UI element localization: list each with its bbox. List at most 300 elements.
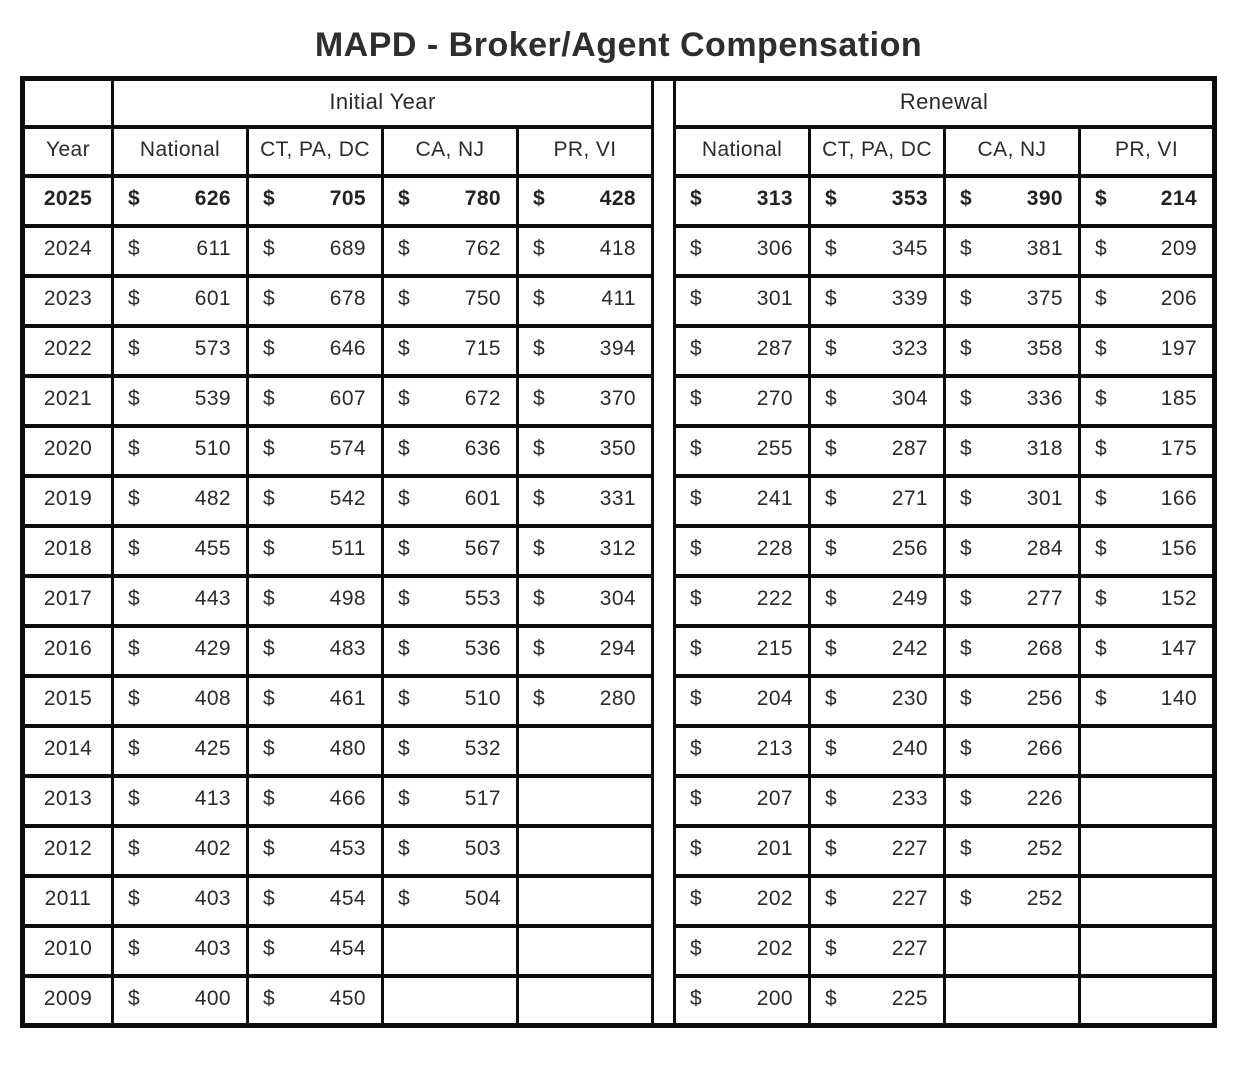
currency-symbol: $: [128, 586, 141, 610]
money-value: [519, 536, 651, 562]
compensation-table: [20, 76, 1217, 1028]
currency-symbol: $: [825, 186, 838, 210]
amount: 201: [756, 836, 794, 860]
currency-symbol: $: [128, 986, 141, 1010]
money-value: [519, 486, 651, 512]
money-value: [519, 236, 651, 262]
amount: 301: [756, 286, 794, 310]
year-cell: [23, 526, 113, 576]
currency-symbol: $: [128, 786, 141, 810]
money-value: [1081, 686, 1212, 712]
table-row: [23, 476, 1215, 526]
initial_year-amount-cell: [383, 176, 518, 226]
currency-symbol: $: [263, 786, 276, 810]
amount: 411: [601, 286, 637, 310]
amount: 480: [329, 736, 366, 760]
currency-symbol: $: [263, 536, 276, 560]
renewal-amount-cell: [1080, 226, 1215, 276]
currency-symbol: $: [533, 386, 546, 410]
money-value: [811, 336, 943, 362]
renewal-amount-cell: [810, 876, 945, 926]
amount: 450: [329, 986, 366, 1010]
amount: 375: [1026, 286, 1064, 310]
amount: 510: [194, 436, 231, 460]
amount: 230: [891, 686, 929, 710]
amount: 394: [599, 336, 637, 360]
table-row: [23, 876, 1215, 926]
amount: 252: [1026, 886, 1064, 910]
money-value: [384, 586, 516, 612]
year-value: 2011: [44, 886, 92, 910]
money-value: [946, 886, 1078, 912]
currency-symbol: $: [128, 186, 141, 210]
currency-symbol: $: [1095, 386, 1108, 410]
amount: 353: [891, 186, 929, 210]
money-value: [114, 286, 246, 312]
money-value: [249, 236, 381, 262]
initial_year-amount-cell: [113, 276, 248, 326]
table-row: [23, 726, 1215, 776]
amount: 256: [891, 536, 929, 560]
renewal-amount-cell: [945, 426, 1080, 476]
initial_year-amount-cell: [248, 326, 383, 376]
amount: 636: [464, 436, 501, 460]
money-value: [384, 736, 516, 762]
initial_year-amount-cell: [383, 376, 518, 426]
currency-symbol: $: [128, 486, 141, 510]
money-value: [249, 686, 381, 712]
money-value: [519, 636, 651, 662]
initial_year-amount-cell: [383, 876, 518, 926]
money-value: [946, 386, 1078, 412]
currency-symbol: $: [690, 436, 703, 460]
renewal-ca-nj-header: CA, NJ: [945, 127, 1080, 176]
currency-symbol: $: [1095, 336, 1108, 360]
money-value: [114, 186, 246, 212]
initial_year-amount-cell: [248, 226, 383, 276]
money-value: [249, 336, 381, 362]
amount: 227: [891, 836, 929, 860]
money-value: [676, 786, 808, 812]
currency-symbol: $: [960, 836, 973, 860]
currency-symbol: $: [960, 686, 973, 710]
initial_year-amount-cell: [113, 326, 248, 376]
amount: 454: [329, 886, 366, 910]
initial_year-amount-cell: [383, 726, 518, 776]
amount: 403: [194, 936, 231, 960]
money-value: [946, 686, 1078, 712]
currency-symbol: $: [1095, 286, 1108, 310]
currency-symbol: $: [263, 186, 276, 210]
renewal-amount-cell: [1080, 826, 1215, 876]
currency-symbol: $: [960, 536, 973, 560]
amount: 750: [464, 286, 501, 310]
currency-symbol: $: [1095, 586, 1108, 610]
renewal-amount-cell: [1080, 776, 1215, 826]
initial_year-amount-cell: [248, 176, 383, 226]
currency-symbol: $: [825, 336, 838, 360]
currency-symbol: $: [960, 886, 973, 910]
amount: 242: [891, 636, 929, 660]
renewal-amount-cell: [675, 976, 810, 1026]
currency-symbol: $: [398, 736, 411, 760]
money-value: [676, 286, 808, 312]
money-value: [676, 186, 808, 212]
money-value: [519, 386, 651, 412]
amount: 503: [464, 836, 501, 860]
amount: 152: [1160, 586, 1198, 610]
money-value: [946, 236, 1078, 262]
year-value: 2021: [43, 386, 93, 410]
currency-symbol: $: [398, 636, 411, 660]
currency-symbol: $: [533, 486, 546, 510]
renewal-amount-cell: [810, 726, 945, 776]
money-value: [114, 786, 246, 812]
page-title: MAPD - Broker/Agent Compensation: [314, 26, 923, 64]
group-header-row: [23, 79, 1215, 127]
money-value: [384, 636, 516, 662]
year-cell: [23, 726, 113, 776]
currency-symbol: $: [825, 986, 838, 1010]
currency-symbol: $: [263, 936, 276, 960]
money-value: [676, 936, 808, 962]
money-value: [811, 986, 943, 1012]
renewal-amount-cell: [1080, 726, 1215, 776]
currency-symbol: $: [825, 486, 838, 510]
currency-symbol: $: [825, 836, 838, 860]
money-value: [811, 636, 943, 662]
initial_year-amount-cell: [383, 226, 518, 276]
amount: 461: [329, 686, 366, 710]
money-value: [384, 686, 516, 712]
money-value: [811, 236, 943, 262]
money-value: [114, 686, 246, 712]
renewal-amount-cell: [675, 626, 810, 676]
amount: 271: [891, 486, 929, 510]
year-value: 2023: [43, 286, 93, 310]
money-value: [384, 786, 516, 812]
renewal-amount-cell: [1080, 526, 1215, 576]
initial_year-amount-cell: [518, 726, 653, 776]
money-value: [1081, 586, 1212, 612]
money-value: [676, 236, 808, 262]
amount: 306: [756, 236, 794, 260]
initial_year-amount-cell: [248, 576, 383, 626]
initial_year-amount-cell: [248, 526, 383, 576]
initial_year-amount-cell: [383, 576, 518, 626]
currency-symbol: $: [263, 586, 276, 610]
amount: 408: [194, 686, 231, 710]
currency-symbol: $: [128, 836, 141, 860]
renewal-amount-cell: [945, 376, 1080, 426]
renewal-amount-cell: [945, 326, 1080, 376]
amount: 626: [194, 186, 231, 210]
money-value: [249, 836, 381, 862]
initial_year-amount-cell: [248, 776, 383, 826]
currency-symbol: $: [263, 386, 276, 410]
currency-symbol: $: [690, 486, 703, 510]
amount: 455: [194, 536, 231, 560]
money-value: [811, 486, 943, 512]
year-cell: [23, 676, 113, 726]
money-value: [384, 886, 516, 912]
money-value: [946, 286, 1078, 312]
amount: 202: [756, 936, 794, 960]
currency-symbol: $: [690, 836, 703, 860]
currency-symbol: $: [1095, 186, 1108, 210]
amount: 175: [1160, 436, 1198, 460]
amount: 197: [1160, 336, 1198, 360]
money-value: [676, 586, 808, 612]
year-value: 2018: [43, 536, 93, 560]
renewal-amount-cell: [675, 226, 810, 276]
renewal-amount-cell: [1080, 326, 1215, 376]
money-value: [519, 686, 651, 712]
currency-symbol: $: [690, 736, 703, 760]
money-value: [676, 986, 808, 1012]
currency-symbol: $: [263, 436, 276, 460]
currency-symbol: $: [533, 536, 546, 560]
money-value: [811, 386, 943, 412]
amount: 601: [194, 286, 231, 310]
year-value: 2022: [43, 336, 93, 360]
currency-symbol: $: [128, 436, 141, 460]
money-value: [1081, 186, 1212, 212]
currency-symbol: $: [825, 786, 838, 810]
money-value: [384, 336, 516, 362]
amount: 156: [1160, 536, 1198, 560]
currency-symbol: $: [398, 536, 411, 560]
currency-symbol: $: [825, 686, 838, 710]
amount: 390: [1026, 186, 1064, 210]
money-value: [811, 536, 943, 562]
renewal-amount-cell: [945, 576, 1080, 626]
renewal-amount-cell: [675, 676, 810, 726]
money-value: [114, 886, 246, 912]
currency-symbol: $: [1095, 236, 1108, 260]
amount: 227: [891, 886, 929, 910]
year-value: 2016: [43, 636, 93, 660]
renewal-group-header: [675, 79, 1215, 127]
renewal-pr-vi-header: PR, VI: [1080, 127, 1215, 176]
amount: 304: [599, 586, 637, 610]
amount: 350: [599, 436, 637, 460]
currency-symbol: $: [825, 636, 838, 660]
currency-symbol: $: [690, 586, 703, 610]
currency-symbol: $: [398, 386, 411, 410]
initial_year-amount-cell: [518, 926, 653, 976]
amount: 504: [464, 886, 501, 910]
amount: 301: [1026, 486, 1064, 510]
amount: 256: [1026, 686, 1064, 710]
renewal-amount-cell: [945, 976, 1080, 1026]
renewal-amount-cell: [1080, 476, 1215, 526]
currency-symbol: $: [960, 286, 973, 310]
table-row: [23, 676, 1215, 726]
table-row: [23, 326, 1215, 376]
currency-symbol: $: [960, 236, 973, 260]
table-row: [23, 426, 1215, 476]
money-value: [384, 386, 516, 412]
renewal-amount-cell: [675, 776, 810, 826]
currency-symbol: $: [533, 236, 546, 260]
money-value: [519, 586, 651, 612]
currency-symbol: $: [128, 936, 141, 960]
currency-symbol: $: [128, 386, 141, 410]
amount: 429: [194, 636, 231, 660]
money-value: [676, 386, 808, 412]
currency-symbol: $: [690, 186, 703, 210]
amount: 510: [464, 686, 501, 710]
amount: 428: [599, 186, 637, 210]
initial_year-amount-cell: [248, 626, 383, 676]
money-value: [1081, 236, 1212, 262]
money-value: [1081, 436, 1212, 462]
initial_year-amount-cell: [383, 276, 518, 326]
money-value: [384, 536, 516, 562]
money-value: [249, 586, 381, 612]
money-value: [114, 236, 246, 262]
renewal-amount-cell: [675, 526, 810, 576]
year-column-header: Year: [23, 127, 113, 176]
renewal-amount-cell: [810, 626, 945, 676]
renewal-amount-cell: [675, 926, 810, 976]
table-row: [23, 376, 1215, 426]
initial_year-amount-cell: [248, 276, 383, 326]
money-value: [114, 486, 246, 512]
money-value: [519, 286, 651, 312]
amount: 202: [756, 886, 794, 910]
amount: 266: [1026, 736, 1064, 760]
money-value: [249, 186, 381, 212]
currency-symbol: $: [960, 436, 973, 460]
amount: 209: [1160, 236, 1198, 260]
currency-symbol: $: [1095, 536, 1108, 560]
money-value: [114, 536, 246, 562]
renewal-amount-cell: [1080, 576, 1215, 626]
table-row: [23, 976, 1215, 1026]
currency-symbol: $: [263, 886, 276, 910]
amount: 284: [1026, 536, 1064, 560]
amount: 277: [1026, 586, 1064, 610]
amount: 539: [194, 386, 231, 410]
money-value: [249, 536, 381, 562]
renewal-amount-cell: [675, 326, 810, 376]
money-value: [114, 636, 246, 662]
amount: 280: [599, 686, 637, 710]
year-value: 2012: [43, 836, 93, 860]
table-row: [23, 626, 1215, 676]
table-row: [23, 776, 1215, 826]
initial_year-amount-cell: [113, 676, 248, 726]
currency-symbol: $: [960, 486, 973, 510]
money-value: [946, 436, 1078, 462]
amount: 226: [1026, 786, 1064, 810]
amount: 287: [756, 336, 794, 360]
initial_year-amount-cell: [518, 826, 653, 876]
currency-symbol: $: [263, 986, 276, 1010]
initial_year-amount-cell: [383, 976, 518, 1026]
year-cell: [23, 776, 113, 826]
amount: 400: [194, 986, 231, 1010]
amount: 370: [599, 386, 637, 410]
currency-symbol: $: [690, 936, 703, 960]
amount: 466: [329, 786, 366, 810]
renewal-amount-cell: [1080, 876, 1215, 926]
initial_year-amount-cell: [518, 876, 653, 926]
initial_year-amount-cell: [518, 476, 653, 526]
initial_year-amount-cell: [248, 926, 383, 976]
money-value: [114, 436, 246, 462]
year-cell: [23, 376, 113, 426]
renewal-amount-cell: [675, 426, 810, 476]
renewal-amount-cell: [1080, 176, 1215, 226]
currency-symbol: $: [960, 336, 973, 360]
amount: 780: [464, 186, 501, 210]
money-value: [114, 936, 246, 962]
amount: 482: [194, 486, 231, 510]
table-row: [23, 926, 1215, 976]
money-value: [114, 586, 246, 612]
currency-symbol: $: [690, 286, 703, 310]
initial_year-amount-cell: [518, 576, 653, 626]
money-value: [811, 586, 943, 612]
amount: 227: [891, 936, 929, 960]
amount: 532: [464, 736, 501, 760]
initial_year-amount-cell: [113, 726, 248, 776]
currency-symbol: $: [263, 736, 276, 760]
money-value: [249, 486, 381, 512]
amount: 553: [464, 586, 501, 610]
amount: 249: [891, 586, 929, 610]
initial-year-group-header: [113, 79, 653, 127]
currency-symbol: $: [398, 336, 411, 360]
money-value: [946, 186, 1078, 212]
amount: 287: [891, 436, 929, 460]
currency-symbol: $: [825, 286, 838, 310]
amount: 228: [756, 536, 794, 560]
renewal-amount-cell: [945, 176, 1080, 226]
renewal-amount-cell: [810, 476, 945, 526]
money-value: [1081, 536, 1212, 562]
currency-symbol: $: [960, 386, 973, 410]
amount: 678: [329, 286, 366, 310]
amount: 443: [194, 586, 231, 610]
currency-symbol: $: [398, 686, 411, 710]
money-value: [811, 186, 943, 212]
initial_year-amount-cell: [113, 926, 248, 976]
renewal-amount-cell: [945, 826, 1080, 876]
renewal-amount-cell: [810, 826, 945, 876]
amount: 454: [329, 936, 366, 960]
money-value: [249, 786, 381, 812]
currency-symbol: $: [690, 686, 703, 710]
currency-symbol: $: [128, 636, 141, 660]
currency-symbol: $: [263, 236, 276, 260]
renewal-amount-cell: [810, 276, 945, 326]
amount: 403: [194, 886, 231, 910]
currency-symbol: $: [128, 236, 141, 260]
renewal-amount-cell: [945, 776, 1080, 826]
currency-symbol: $: [398, 286, 411, 310]
year-value: 2025: [43, 186, 93, 210]
currency-symbol: $: [825, 436, 838, 460]
renewal-amount-cell: [675, 176, 810, 226]
year-value: 2019: [43, 486, 93, 510]
year-value: 2024: [43, 236, 93, 260]
money-value: [1081, 286, 1212, 312]
money-value: [384, 836, 516, 862]
